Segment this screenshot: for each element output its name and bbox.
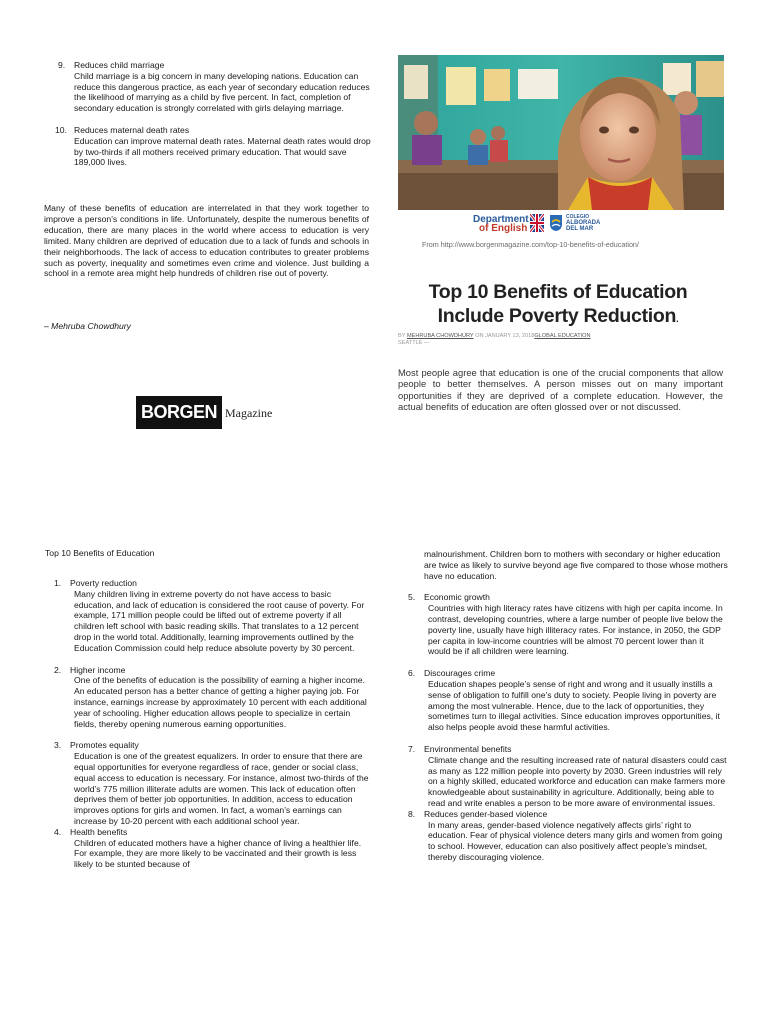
item-title: Reduces maternal death rates xyxy=(74,124,190,135)
dept-line-2: of English xyxy=(479,223,528,234)
magazine-wordmark: Magazine xyxy=(225,406,273,420)
byline-author-link[interactable]: MEHRUBA CHOWDHURY xyxy=(406,333,474,339)
item-title: Poverty reduction xyxy=(70,578,137,588)
item-number: 7. xyxy=(408,743,416,754)
colegio-line-3: DEL MAR xyxy=(566,226,594,232)
item-body: In many areas, gender-based violence negatively affects girls’ right to education. Fear of physical violence deters many girls and women from going to school. However, education can also positively affect people’s mindset, thereby discouraging violence. xyxy=(428,819,723,862)
headline-line-2: Include Poverty Reduction. xyxy=(437,305,679,327)
article-byline xyxy=(398,333,591,347)
item-title: Higher income xyxy=(70,664,126,675)
sponsor-logos xyxy=(473,212,673,236)
list-item xyxy=(408,809,728,863)
byline-date: ON JANUARY 13, 2018 xyxy=(475,333,535,339)
item-body: Education can improve maternal death rates. Maternal death rates would drop by two-thirds if all mothers received primary education. That would save 189,000 lives. xyxy=(74,135,371,168)
item-number: 8. xyxy=(408,808,416,819)
item-title: Reduces gender-based violence xyxy=(424,808,548,819)
list-item xyxy=(408,592,728,657)
borgen-magazine-logo xyxy=(136,396,272,429)
list-item xyxy=(44,125,372,168)
item-title: Discourages crime xyxy=(424,668,496,679)
top-left-list xyxy=(44,60,372,168)
list-item xyxy=(44,60,372,114)
colegio-logo-text xyxy=(566,214,600,232)
colegio-line-2: ALBORADA xyxy=(566,220,601,226)
source-link[interactable]: From http://www.borgenmagazine.com/top-10-benefits-of-education/ xyxy=(422,240,639,249)
colegio-shield-icon xyxy=(549,214,563,232)
headline-line-1: Top 10 Benefits of Education xyxy=(428,281,688,303)
dept-line-1: Department xyxy=(473,214,529,225)
bottom-right-list xyxy=(408,549,728,863)
item-body: Education shapes people’s sense of right and wrong and it usually instills a sense of obligation to fulfill one’s duty to society. People living in poverty are among the most vulnerable. Hence, due to the lack of opportunities, they sometimes turn to illegal activities. Since education improves opportunities, it also helps people avoid these harmful activities. xyxy=(428,678,720,733)
article-intro: Most people agree that education is one of the crucial components that allow people to better themselves. A person misses out on many important opportunities if they are deprived of a complete education. However, the actual benefits of education are often glossed over or not discussed. xyxy=(398,367,723,413)
item-title: Economic growth xyxy=(424,592,490,603)
list-item xyxy=(54,665,372,730)
uk-flag-icon xyxy=(530,214,544,232)
item-body: Countries with high literacy rates have citizens with high per capita income. In contrast, developing countries, where a large number of people live below the poverty line, usually have high illiteracy rates. For instance, in 2050, the GDP per capita in low-income countries will be almost 70 percent lower than it would be if all children were learning. xyxy=(428,603,723,657)
item-body: Many children living in extreme poverty do not have access to basic education, and lack of education is considered the root cause of poverty. For example, 171 million people could be lifted out of extreme poverty if all children left school with basic reading skills. That translates to a 12 percent drop in the world total. Additionally, learning improvements outlined by the Education Commission could help reduce absolute poverty by 30 percent. xyxy=(74,588,365,653)
item-title: Environmental benefits xyxy=(424,743,512,754)
list-item xyxy=(54,740,372,826)
colegio-line-1: COLEGIO xyxy=(566,214,590,220)
bottom-left-list xyxy=(54,578,372,870)
list-item xyxy=(408,668,728,733)
item-number: 9. xyxy=(58,60,66,70)
item-body: One of the benefits of education is the possibility of earning a higher income. An educated person has a better chance of getting a higher paying job. For instance, earnings increase by approximately 10 percent with each additional year of schooling. Higher education allows people to specialize in certain fields, thereby opening numerous earning opportunities. xyxy=(74,675,367,729)
department-of-english-logo xyxy=(473,215,529,233)
item-title: Reduces child marriage xyxy=(74,60,165,70)
item-number: 4. xyxy=(54,826,62,837)
summary-paragraph: Many of these benefits of education are interrelated in that they work together to improve a person’s conditions in life. Unfortunately, despite the numerous benefits of education, there are many places in the world where access to education is very limited. Many children are deprived of education due to a lack of funds and schools in their neighborhoods. The lack of access to education contributes to greater problems such as poverty, inequality and sometimes even crime and violence. Just building a school in a remote area might help hundreds of children rise out of poverty. xyxy=(44,203,369,279)
classroom-photo xyxy=(398,55,724,210)
list-item xyxy=(54,578,372,654)
headline-line-2-text: Include Poverty Reduction xyxy=(437,305,677,327)
item-number: 1. xyxy=(54,578,62,588)
author-signature: – Mehruba Chowdhury xyxy=(44,321,131,331)
byline-category-link[interactable]: GLOBAL EDUCATION xyxy=(534,333,591,339)
borgen-wordmark: BORGEN xyxy=(136,396,222,429)
byline-by: BY xyxy=(398,333,406,339)
item-body: Education is one of the greatest equalizers. In order to ensure that there are equal opportunities for everyone regardless of race, gender or social class, equal access to education is necessary. For instance, almost two-thirds of the world’s 775 million illiterate adults are women. This lack of education often deprives them of better job opportunities. In addition, access to education improves options for girls and women. In fact, a woman’s earnings can increase by 10-20 percent with each additional school year. xyxy=(74,751,369,826)
item-number: 6. xyxy=(408,668,416,679)
item-number: 2. xyxy=(54,664,62,675)
item-number: 3. xyxy=(54,740,62,751)
item-number: 5. xyxy=(408,592,416,603)
benefits-heading: Top 10 Benefits of Education xyxy=(45,548,155,558)
item-title: Promotes equality xyxy=(70,740,139,751)
list-item xyxy=(408,744,728,809)
byline-dateline: SEATTLE — xyxy=(398,340,430,346)
list-item xyxy=(54,827,372,870)
continuation-text: malnourishment. Children born to mothers with secondary or higher education are twice as likely to survive beyond age five compared to those whose mothers have no education. xyxy=(424,549,728,581)
item-title: Health benefits xyxy=(70,826,128,837)
article-headline xyxy=(398,280,718,331)
item-number: 10. xyxy=(55,124,67,135)
item-body: Children of educated mothers have a higher chance of living a healthier life. For example, they are more likely to be vaccinated and their growth is less likely to be stunted because of xyxy=(74,837,362,870)
item-body: Child marriage is a big concern in many developing nations. Education can reduce this dangerous practice, as each year of secondary education reduces the likelihood of marrying as a child by five percent. In fact, completion of secondary education is strongly correlated with girls delaying marriage. xyxy=(74,70,370,114)
item-body: Climate change and the resulting increased rate of natural disasters could cast as many as 122 million people into poverty by 2030. Green industries will rely on a highly skilled, educated workforce and education can make farmers more knowledgeable about sustainability in agriculture. Additionally, being able to read and write enables a person to be more aware of environmental issues. xyxy=(428,754,727,808)
